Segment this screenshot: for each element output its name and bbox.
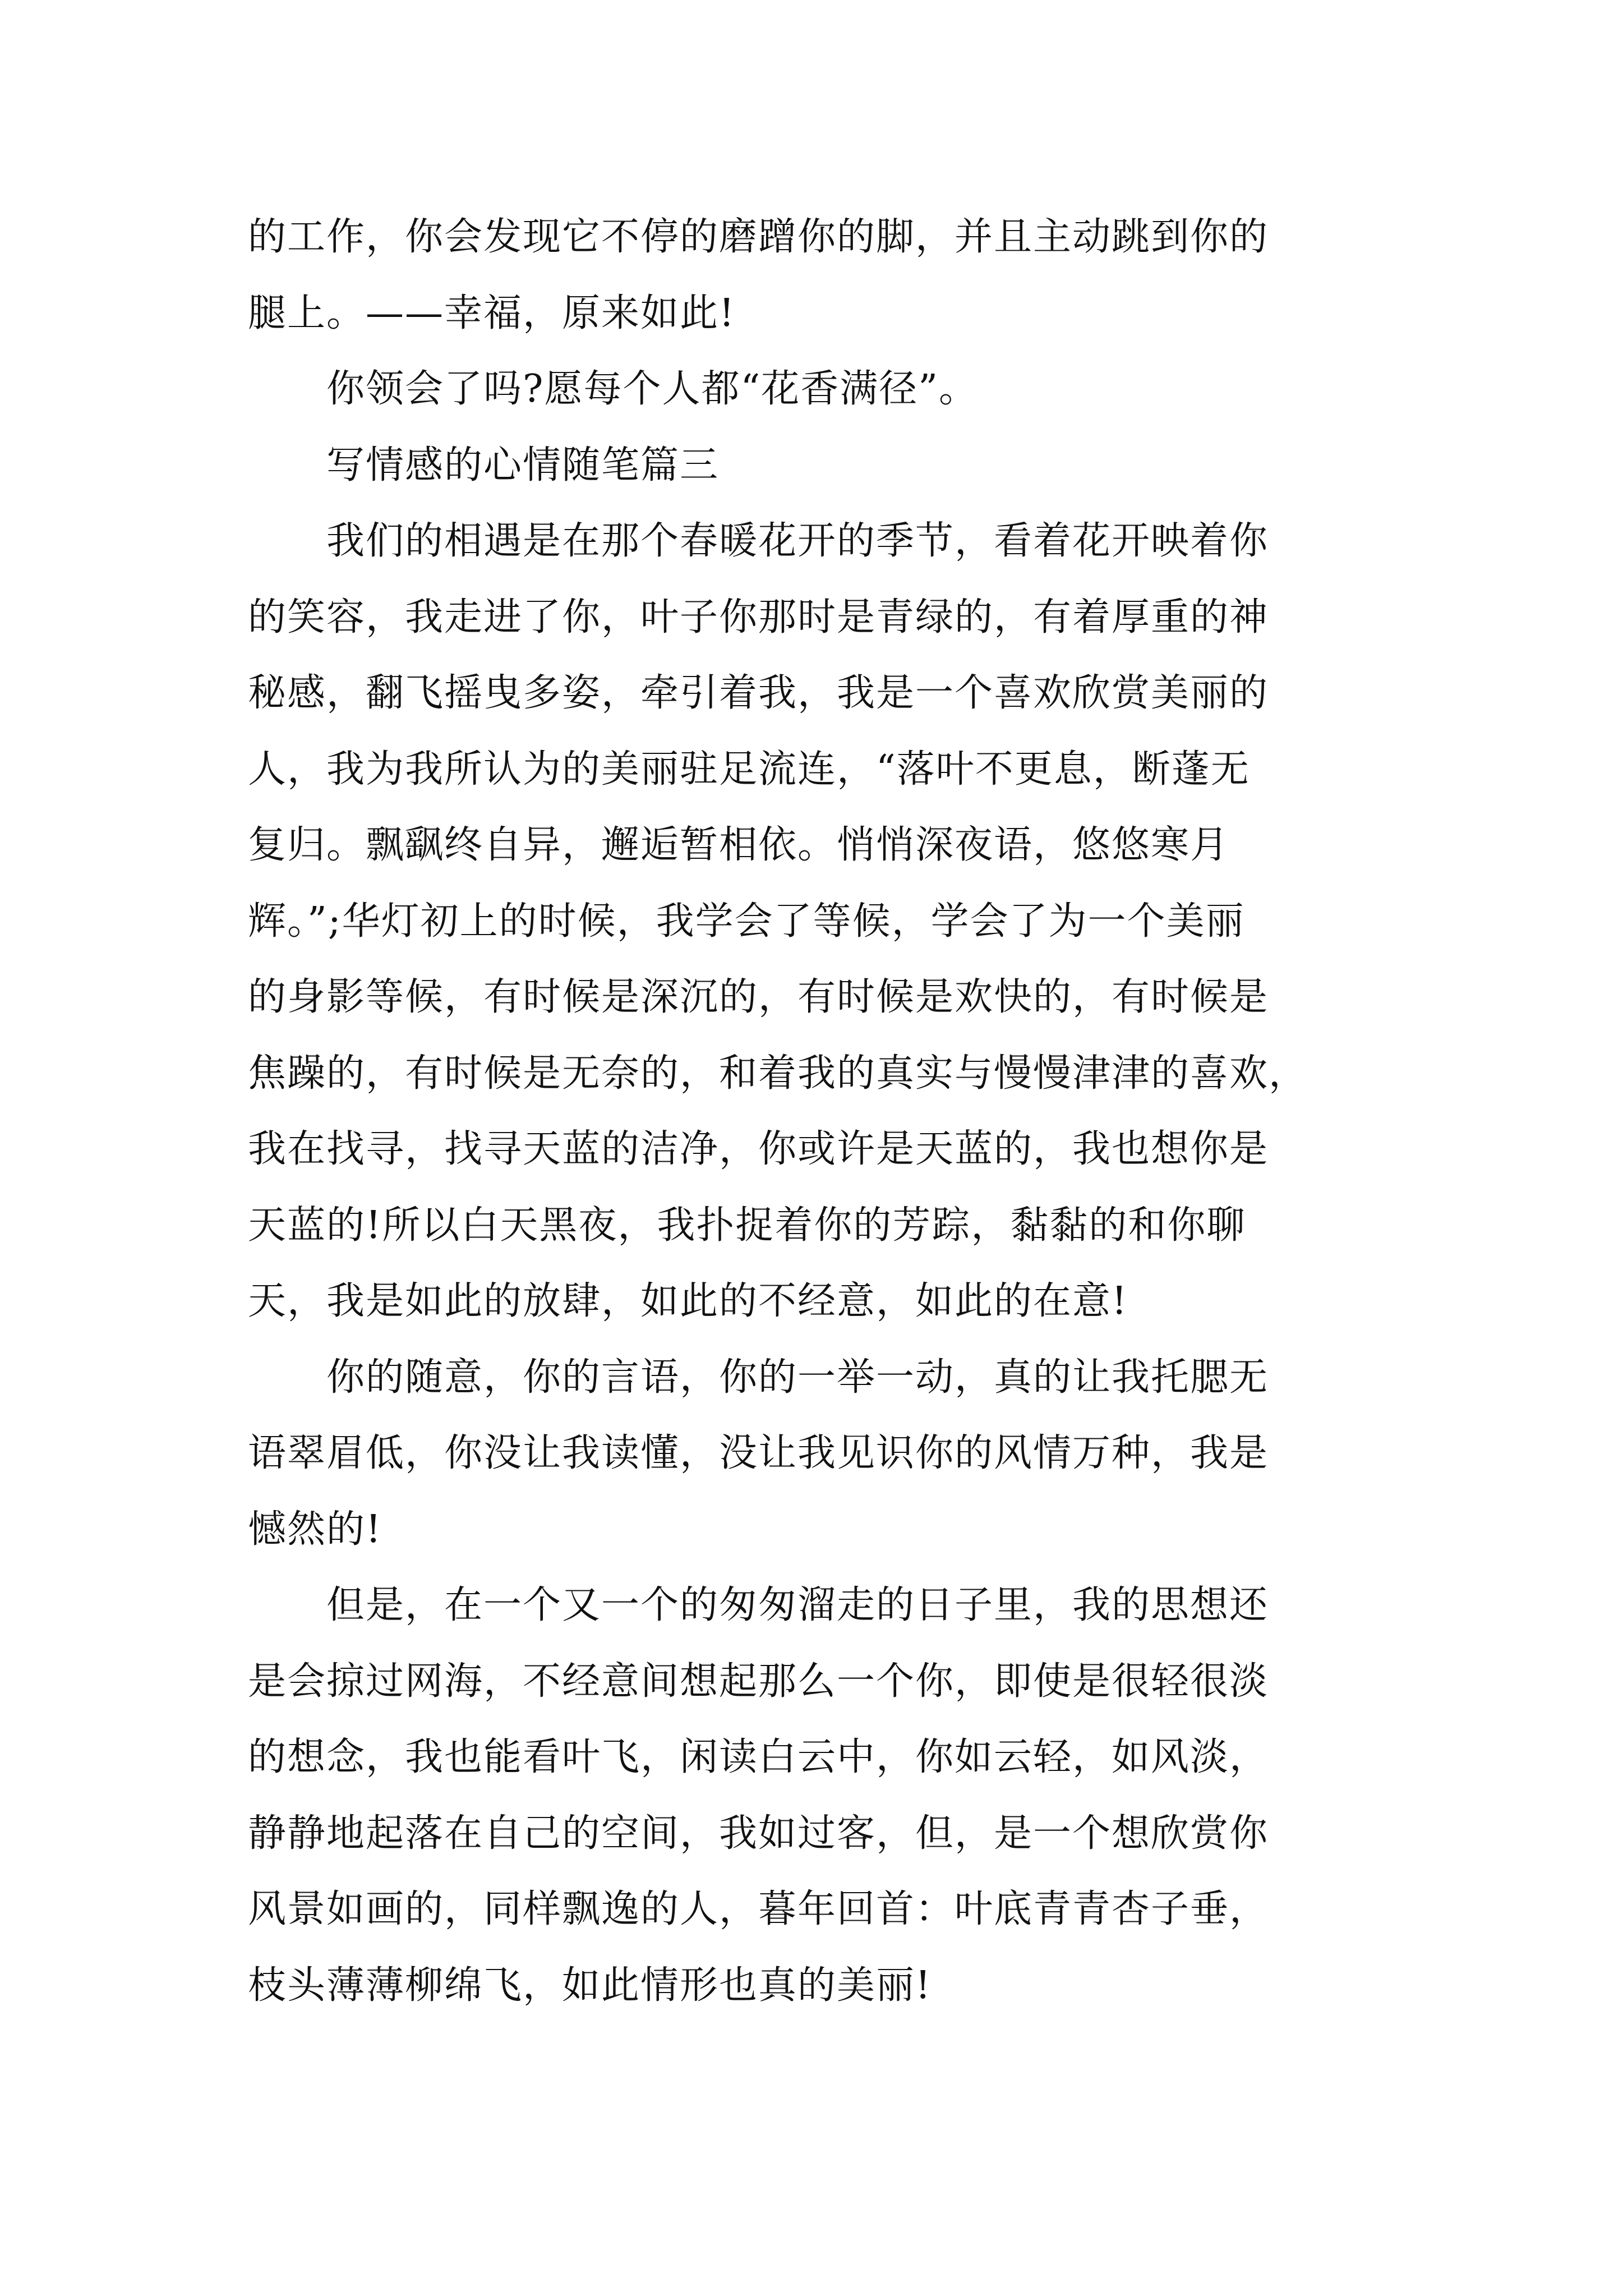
text-line: 静静地起落在自己的空间，我如过客，但，是一个想欣赏你 (248, 1811, 1269, 1856)
section-heading: 写情感的心情随笔篇三 (248, 443, 720, 487)
text-line: 焦躁的，有时候是无奈的，和着我的真实与慢慢津津的喜欢， (248, 1051, 1308, 1096)
text-line: 秘感，翻飞摇曳多姿，牵引着我，我是一个喜欢欣赏美丽的 (248, 671, 1269, 715)
text-line: 的笑容，我走进了你，叶子你那时是青绿的，有着厚重的神 (248, 595, 1269, 639)
text-line: 的工作，你会发现它不停的磨蹭你的脚，并且主动跳到你的 (248, 215, 1269, 259)
text-line: 复归。飘飖终自异，邂逅暂相依。悄悄深夜语，悠悠寒月 (248, 823, 1230, 867)
text-line: 你的随意，你的言语，你的一举一动，真的让我托腮无 (248, 1355, 1269, 1400)
text-line: 天，我是如此的放肆，如此的不经意，如此的在意! (248, 1279, 1128, 1323)
text-line: 辉。”;华灯初上的时候，我学会了等候，学会了为一个美丽 (248, 899, 1245, 944)
text-line: 的身影等候，有时候是深沉的，有时候是欢快的，有时候是 (248, 975, 1269, 1019)
text-line: 风景如画的，同样飘逸的人，暮年回首：叶底青青杏子垂， (248, 1887, 1269, 1931)
text-line: 是会掠过网海，不经意间想起那么一个你，即使是很轻很淡 (248, 1659, 1269, 1704)
text-line: 我在找寻，找寻天蓝的洁净，你或许是天蓝的，我也想你是 (248, 1127, 1269, 1171)
text-line: 枝头薄薄柳绵飞，如此情形也真的美丽! (248, 1963, 932, 2008)
text-line: 语翠眉低，你没让我读懂，没让我见识你的风情万种，我是 (248, 1431, 1269, 1475)
text-line: 憾然的! (248, 1507, 382, 1552)
text-line: 的想念，我也能看叶飞，闲读白云中，你如云轻，如风淡， (248, 1735, 1269, 1779)
text-line: 你领会了吗?愿每个人都“花香满径”。 (248, 367, 978, 411)
text-line: 腿上。——幸福，原来如此! (248, 291, 736, 335)
text-line: 我们的相遇是在那个春暖花开的季节，看着花开映着你 (248, 519, 1269, 563)
text-line: 但是，在一个又一个的匆匆溜走的日子里，我的思想还 (248, 1583, 1269, 1627)
text-line: 人，我为我所认为的美丽驻足流连，“落叶不更息，断蓬无 (248, 747, 1250, 792)
document-body (248, 199, 1384, 2023)
text-line: 天蓝的!所以白天黑夜，我扑捉着你的芳踪，黏黏的和你聊 (248, 1203, 1246, 1248)
